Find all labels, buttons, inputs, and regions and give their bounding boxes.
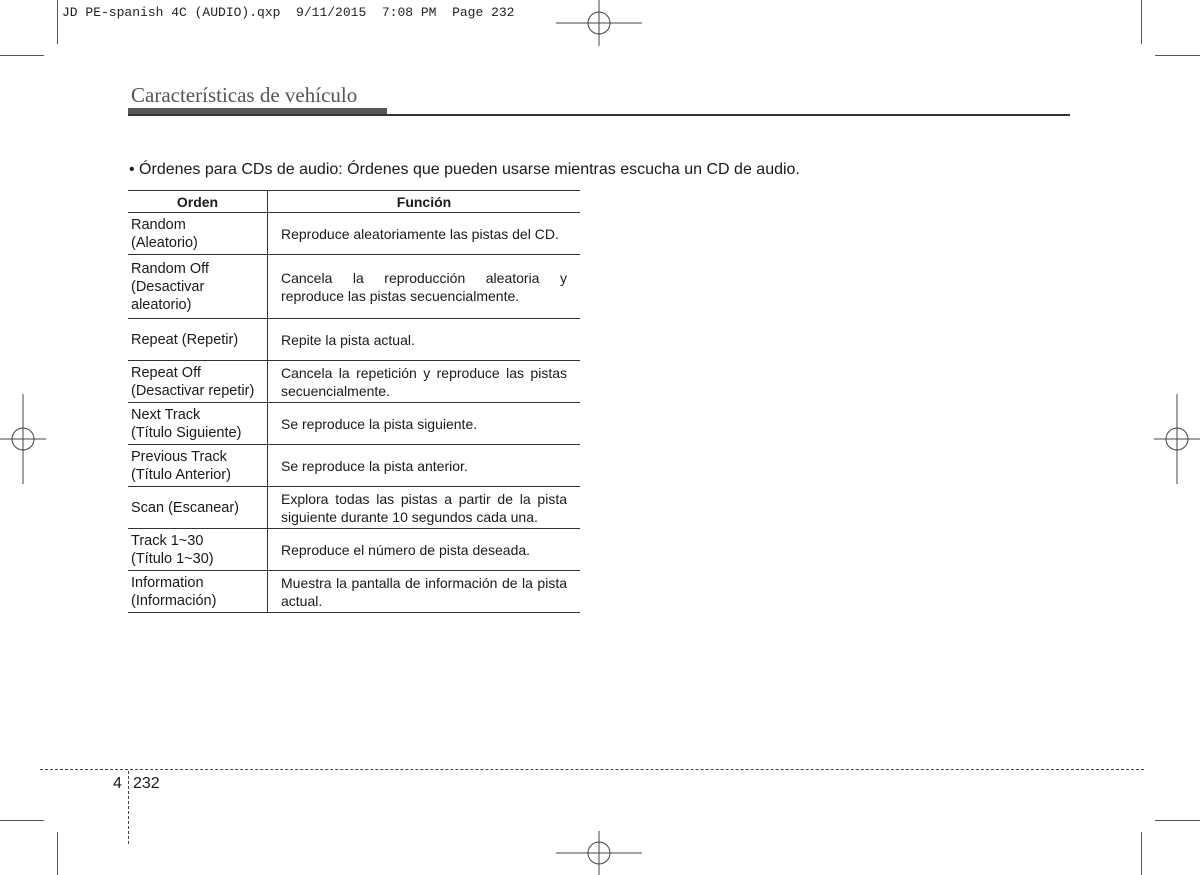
orden-line: (Título Siguiente) [131,424,242,441]
table-header-row [128,191,580,213]
section-title: Características de vehículo [131,83,358,107]
cell-funcion: Se reproduce la pista siguiente. [268,403,581,445]
cell-orden [128,445,268,487]
registration-mark-icon [0,394,46,484]
orden-line: (Información) [131,592,217,609]
crop-mark [1141,832,1142,875]
crop-mark [1155,820,1200,821]
crop-mark [0,55,44,56]
cell-orden [128,213,268,255]
crop-mark [1141,0,1142,44]
cell-funcion: Explora todas las pistas a partir de la pista siguiente durante 10 segundos cada una. [268,487,581,529]
cell-funcion: Reproduce el número de pista deseada. [268,529,581,571]
table-row [128,361,580,403]
orden-line: Previous Track [131,448,227,465]
table-row [128,445,580,487]
cell-orden [128,529,268,571]
table-row [128,255,580,319]
registration-mark-icon [1154,394,1200,484]
orden-line: Random [131,216,186,233]
cell-funcion: Cancela la repetición y reproduce las pistas secuencialmente. [268,361,581,403]
crop-mark [57,0,58,44]
header-funcion: Función [268,191,581,213]
cell-funcion: Se reproduce la pista anterior. [268,445,581,487]
orden-line: Next Track [131,406,201,423]
crop-mark [0,820,44,821]
cell-funcion: Reproduce aleatoriamente las pistas del CD. [268,213,581,255]
orden-line: (Título 1~30) [131,550,214,567]
crop-mark [57,832,58,875]
orden-line: Random Off [131,260,209,277]
cell-orden [128,255,268,319]
table-row [128,529,580,571]
chapter-number: 4 [113,775,122,792]
orden-line: Scan (Escanear) [131,499,239,516]
registration-mark-icon [556,0,642,46]
orden-line: (Desactivar repetir) [131,382,255,399]
orden-line: aleatorio) [131,296,192,313]
cell-funcion: Muestra la pantalla de información de la pista actual. [268,571,581,613]
table-row [128,571,580,613]
orden-line: Repeat Off [131,364,201,381]
orden-line: Track 1~30 [131,532,204,549]
audio-cd-commands-table [128,190,580,613]
title-rule [128,114,1070,116]
table-row [128,403,580,445]
crop-mark [1155,55,1200,56]
registration-mark-icon [556,831,642,875]
orden-line: (Título Anterior) [131,466,231,483]
orden-line: Repeat (Repetir) [131,331,239,348]
intro-bullet: • Órdenes para CDs de audio: Órdenes que pueden usarse mientras escucha un CD de audio. [129,161,800,178]
cell-funcion: Repite la pista actual. [268,319,581,361]
cell-orden [128,319,268,361]
cell-orden [128,487,268,529]
print-slug: JD PE-spanish 4C (AUDIO).qxp 9/11/2015 7:08 PM Page 232 [62,5,515,20]
footer-dashed-divider [128,771,129,844]
cell-orden [128,403,268,445]
table-row [128,213,580,255]
orden-line: (Aleatorio) [131,234,198,251]
cell-orden [128,361,268,403]
page-number: 232 [133,775,160,792]
cell-funcion: Cancela la reproducción aleatoria y reproduce las pistas secuencialmente. [268,255,581,319]
cell-orden [128,571,268,613]
footer-dashed-rule [40,769,1144,770]
table-row [128,487,580,529]
table-body [128,213,580,613]
orden-line: Information [131,574,204,591]
table-row [128,319,580,361]
header-orden: Orden [128,191,268,213]
orden-line: (Desactivar [131,278,205,295]
